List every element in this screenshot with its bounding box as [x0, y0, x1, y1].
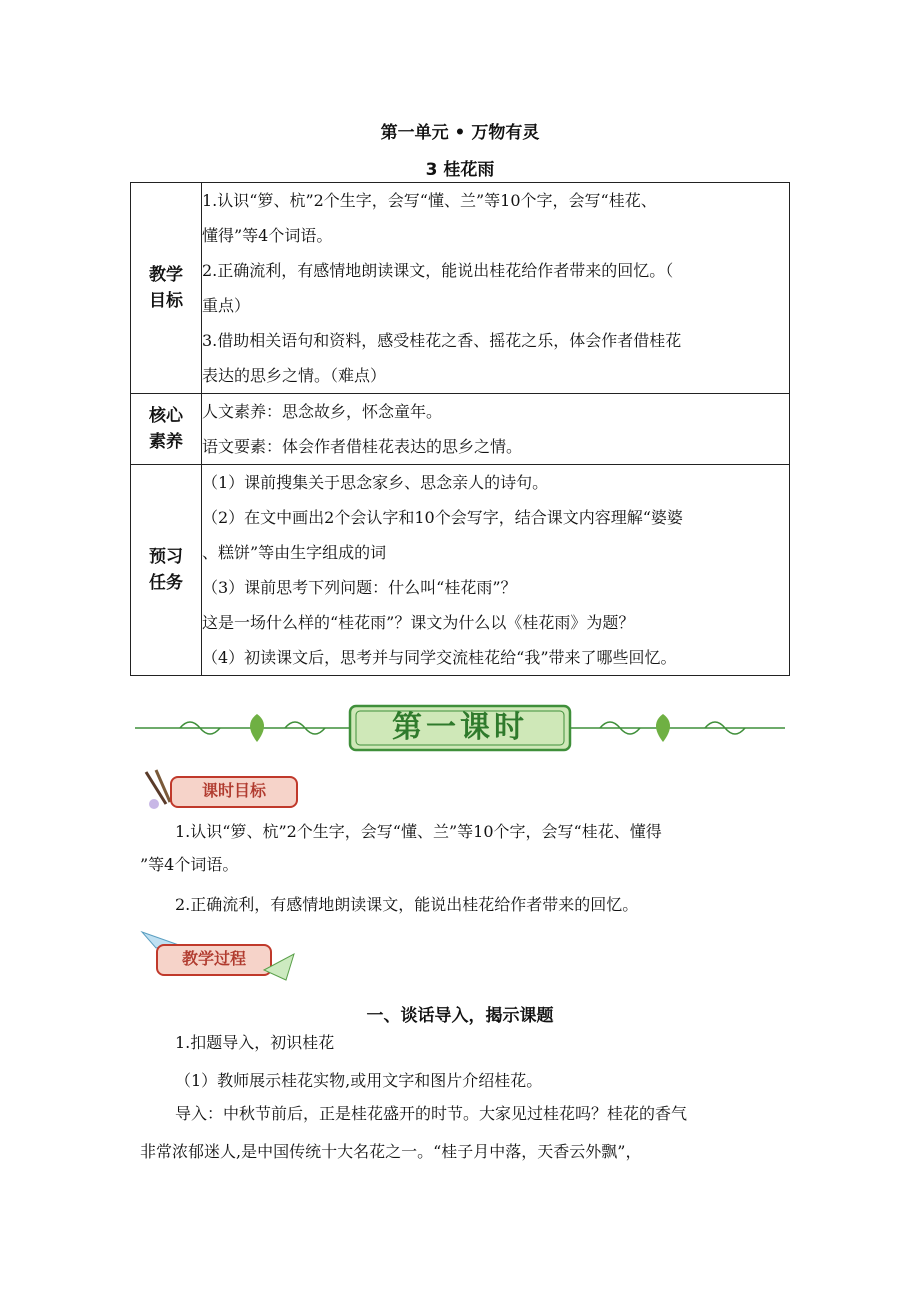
row-header-line: 核心	[149, 406, 183, 426]
table-row	[131, 465, 790, 676]
paper-plane-icon	[262, 950, 298, 986]
banner-label: 第一课时	[392, 710, 528, 745]
goals-cell	[202, 183, 790, 394]
literacy-cell	[202, 394, 790, 465]
process-tag	[140, 926, 300, 986]
goals-tag	[140, 768, 300, 812]
preview-line: （1）课前搜集关于思念家乡、思念亲人的诗句。	[202, 473, 549, 492]
goal-line: 3.借助相关语句和资料，感受桂花之香、摇花之乐，体会作者借桂花	[202, 331, 682, 350]
goal-line: 1.认识“箩、杭”2个生字，会写“懂、兰”等10个字，会写“桂花、	[202, 191, 657, 210]
row-header-literacy	[131, 394, 202, 465]
process-line: 非常浓郁迷人,是中国传统十大名花之一。“桂子月中落，天香云外飘”，	[140, 1142, 642, 1161]
goal-text-line: 1.认识“箩、杭”2个生字，会写“懂、兰”等10个字，会写“桂花、懂得	[175, 822, 662, 841]
goal-line: 表达的思乡之情。（难点）	[202, 366, 387, 385]
process-line: （1）教师展示桂花实物,或用文字和图片介绍桂花。	[175, 1071, 543, 1090]
row-header-line: 预习	[149, 547, 183, 567]
goal-line: 2.正确流利，有感情地朗读课文，能说出桂花给作者带来的回忆。（	[202, 261, 674, 280]
row-header-line: 素养	[149, 432, 183, 452]
row-header-line: 教学	[149, 265, 183, 285]
lesson-period-banner	[135, 700, 785, 756]
row-header-line: 任务	[149, 573, 183, 593]
row-header-goals	[131, 183, 202, 394]
process-line: 导入：中秋节前后，正是桂花盛开的时节。大家见过桂花吗？桂花的香气	[175, 1104, 688, 1123]
literacy-line: 语文要素：体会作者借桂花表达的思乡之情。	[202, 437, 523, 456]
process-line: 1.扣题导入，初识桂花	[175, 1033, 335, 1052]
table-row	[131, 183, 790, 394]
process-tag-label: 教学过程	[156, 944, 272, 976]
lesson-title: 3 桂花雨	[425, 160, 495, 180]
unit-title: 第一单元 • 万物有灵	[380, 123, 540, 143]
preview-cell	[202, 465, 790, 676]
row-header-preview	[131, 465, 202, 676]
preview-line: （3）课前思考下列问题：什么叫“桂花雨”？	[202, 578, 517, 597]
literacy-line: 人文素养：思念故乡，怀念童年。	[202, 402, 443, 421]
preview-line: 这是一场什么样的“桂花雨”？课文为什么以《桂花雨》为题？	[202, 613, 635, 632]
goal-line: 重点）	[202, 296, 251, 315]
table-row	[131, 394, 790, 465]
preview-line: （4）初读课文后，思考并与同学交流桂花给“我”带来了哪些回忆。	[202, 648, 677, 667]
row-header-line: 目标	[149, 291, 183, 311]
goal-line: 懂得”等4个词语。	[202, 226, 333, 245]
preview-line: （2）在文中画出2个会认字和10个会写字，结合课文内容理解“婆婆	[202, 508, 683, 527]
preview-line: 、糕饼”等由生字组成的词	[202, 543, 387, 562]
goals-tag-label: 课时目标	[170, 776, 298, 808]
lesson-plan-table	[130, 182, 790, 676]
goal-text-line: 2.正确流利，有感情地朗读课文，能说出桂花给作者带来的回忆。	[175, 895, 639, 914]
goal-text-line: ”等4个词语。	[140, 855, 239, 874]
section-title: 一、谈话导入，揭示课题	[366, 1006, 554, 1026]
